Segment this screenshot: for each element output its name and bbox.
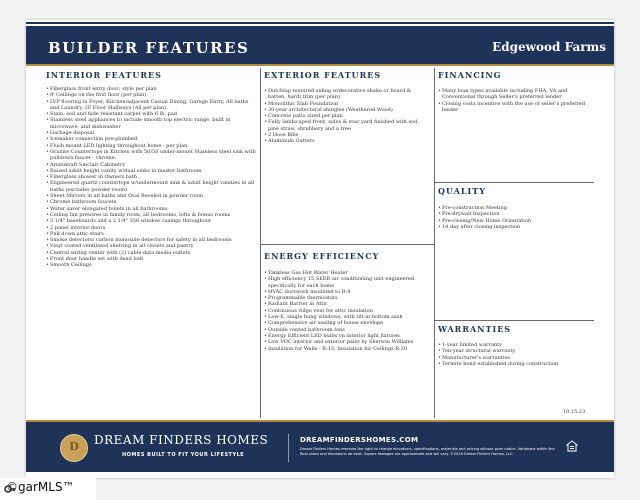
footer-divider	[288, 434, 289, 462]
footer	[26, 422, 614, 472]
energy-section	[264, 251, 430, 352]
list-item: • Granite Countertops in Kitchen with 50/50 under-mount Stainless steel sink with pulldown faucet - chrome.	[46, 149, 256, 162]
disclaimer: Dream Finders Homes reserves the right to change elevations, specifications, materials and pricing without prior notice. Variations within the floor plans and elevations do exist. Square footages are approximate and will vary. ©2016 Dream Finders Homes, LLC.	[300, 447, 555, 456]
list-item: • Pre-construction Meeting	[438, 205, 590, 211]
financing-quality-divider	[434, 182, 594, 183]
header-bar	[26, 26, 614, 64]
header	[26, 20, 614, 76]
interior-title: INTERIOR FEATURES	[46, 70, 162, 80]
list-item: • 9' Ceilings on the first floor (per plan)	[46, 92, 256, 98]
list-item: • Garbage disposal	[46, 130, 256, 136]
list-item: • Radiant Barrier in Attic	[264, 301, 430, 307]
brand-tagline: HOMES BUILT TO FIT YOUR LIFESTYLE	[122, 452, 245, 458]
list-item: • 3 1/4" baseboards and a 2 1/4" 356 window casings throughout	[46, 218, 256, 224]
list-item: • Comprehensive air sealing of house envelope	[264, 320, 430, 326]
list-item: • Stain, soil and fade resistant carpet with 6 lb. pad	[46, 111, 256, 117]
brand-seal-icon: D	[60, 434, 88, 462]
list-item: • Vinyl coated ventilated shelving in all closets and pantry	[46, 243, 256, 249]
list-item: • 2 panel interior doors	[46, 225, 256, 231]
list-item: • Tankless Gas Hot Water Heater	[264, 270, 430, 276]
financing-title: FINANCING	[438, 70, 502, 80]
list-item: • Energy Efficient LED bulbs on interior light fixtures	[264, 333, 430, 339]
community-name: Edgewood Farms	[492, 40, 606, 54]
exterior-energy-divider	[260, 244, 434, 245]
list-item: • Continuous ridge vent for attic insulation	[264, 308, 430, 314]
list-item: • Smooth Ceilings	[46, 262, 256, 268]
financing-section	[438, 70, 590, 113]
list-item: • 2 Hose Bibs	[264, 132, 430, 138]
list-item: • Icemaker connection pre-plumbed	[46, 136, 256, 142]
list-item: • High efficiency 15 SEER air conditioning unit engineered specifically for each home	[264, 276, 430, 289]
revision-date: 10.15.23	[563, 409, 586, 415]
energy-title: ENERGY EFFICIENCY	[264, 251, 380, 261]
list-item: • Programmable thermostats	[264, 295, 430, 301]
list-item: • Fiberglass shower in Owners bath	[46, 174, 256, 180]
page-title: BUILDER FEATURES	[48, 39, 250, 57]
list-item: • HVAC ductwork insulated to R-8	[264, 289, 430, 295]
list-item: • Ceiling fan prewires in family room, all bedrooms, lofts & bonus rooms	[46, 212, 256, 218]
interior-section	[46, 70, 256, 269]
list-item: • Fiberglass front entry door; style per plan	[46, 86, 256, 92]
mls-watermark-text: ©garMLS™	[6, 480, 75, 494]
equal-housing-icon	[566, 440, 578, 452]
list-item: • Central wiring center with (2) cable-data media outlets	[46, 250, 256, 256]
list-item: • Low VOC interior and exterior paint by Sherwin Williams	[264, 339, 430, 345]
list-item: • Pre-drywall Inspection	[438, 211, 590, 217]
quality-list	[438, 205, 590, 230]
exterior-title: EXTERIOR FEATURES	[264, 70, 382, 80]
financing-list	[438, 88, 590, 113]
list-item: • Aristokraft Sinclair Cabinetry	[46, 162, 256, 168]
list-item: • Closing costs incentive with the use of seller's preferred lender	[438, 101, 590, 114]
exterior-section	[264, 70, 430, 145]
quality-section	[438, 186, 590, 230]
quality-title: QUALITY	[438, 186, 486, 196]
list-item: • Monolithic Slab Foundation	[264, 101, 430, 107]
list-item: • LVP flooring in Foyer, Kitchen/adjacent Casual Dining, Garage Entry, All baths and Laundry, 2F Floor Hallways (All per plan).	[46, 99, 256, 112]
list-item: • Smoke detectors/ carbon monoxide detectors for safety in all bedrooms	[46, 237, 256, 243]
list-item: • Insulation for Walls - R-13; Insulation for Ceilings R-30	[264, 346, 430, 352]
list-item: • Low-E, single hung windows, with tilt-in bottom sash	[264, 314, 430, 320]
list-item: • Front door handle set with dead bolt	[46, 256, 256, 262]
list-item: • Manufacturer's warranties	[438, 355, 590, 361]
list-item: • 1-year limited warranty	[438, 342, 590, 348]
list-item: • Aluminum Gutters	[264, 138, 430, 144]
list-item: • Concrete patio sized per plan	[264, 113, 430, 119]
exterior-list	[264, 88, 430, 145]
list-item: • Fully landscaped front, sides & rear yard finished with sod, pine straw, shrubbery and a tree	[264, 119, 430, 132]
list-item: • Dutchlap textured siding w/decorative shake or board & batten, hardi trim (per plan)	[264, 88, 430, 101]
list-item: • Ten-year structural warranty	[438, 348, 590, 354]
list-item: • Stainless steel appliances to include smooth top electric range, built in microwave, and dishwasher	[46, 117, 256, 130]
list-item: • Flush mount LED lighting throughout home - per plan	[46, 143, 256, 149]
list-item: • 14 day after closing inspection	[438, 224, 590, 230]
warranties-section	[438, 324, 590, 367]
mls-watermark	[0, 478, 96, 500]
energy-list	[264, 270, 430, 352]
list-item: • Sheet Mirrors in all baths and Oval Beveled in powder room	[46, 193, 256, 199]
header-top-rule	[26, 22, 614, 24]
list-item: • Water saver elongated toilets in all bathrooms	[46, 206, 256, 212]
header-gold-rule	[26, 64, 614, 66]
warranties-list	[438, 342, 590, 367]
brand-name: DREAM FINDERS HOMES	[94, 433, 269, 447]
list-item: • Raised adult height vanity w/dual sinks in master bathroom	[46, 168, 256, 174]
list-item: • Outside vented bathroom fans	[264, 327, 430, 333]
column-divider-2	[434, 68, 435, 418]
list-item: • Pre-closing/New Home Orientation	[438, 218, 590, 224]
list-item: • Termite bond established during construction	[438, 361, 590, 367]
warranties-title: WARRANTIES	[438, 324, 512, 334]
list-item: • Pull down attic stairs	[46, 231, 256, 237]
website-link[interactable]: DREAMFINDERSHOMES.COM	[300, 436, 419, 444]
features-sheet	[26, 20, 614, 478]
list-item: • Many loan types available including FHA, VA and Conventional through Seller's preferred lender	[438, 88, 590, 101]
column-divider-1	[260, 68, 261, 418]
list-item: • Engineered quartz countertops w/undermount sink & adult height vanities in all baths (excludes powder room)	[46, 180, 256, 193]
list-item: • Chrome bathroom faucets	[46, 199, 256, 205]
interior-list	[46, 86, 256, 269]
quality-warranties-divider	[434, 320, 594, 321]
list-item: • 30-year architectural shingles (Weathered Wood)	[264, 107, 430, 113]
